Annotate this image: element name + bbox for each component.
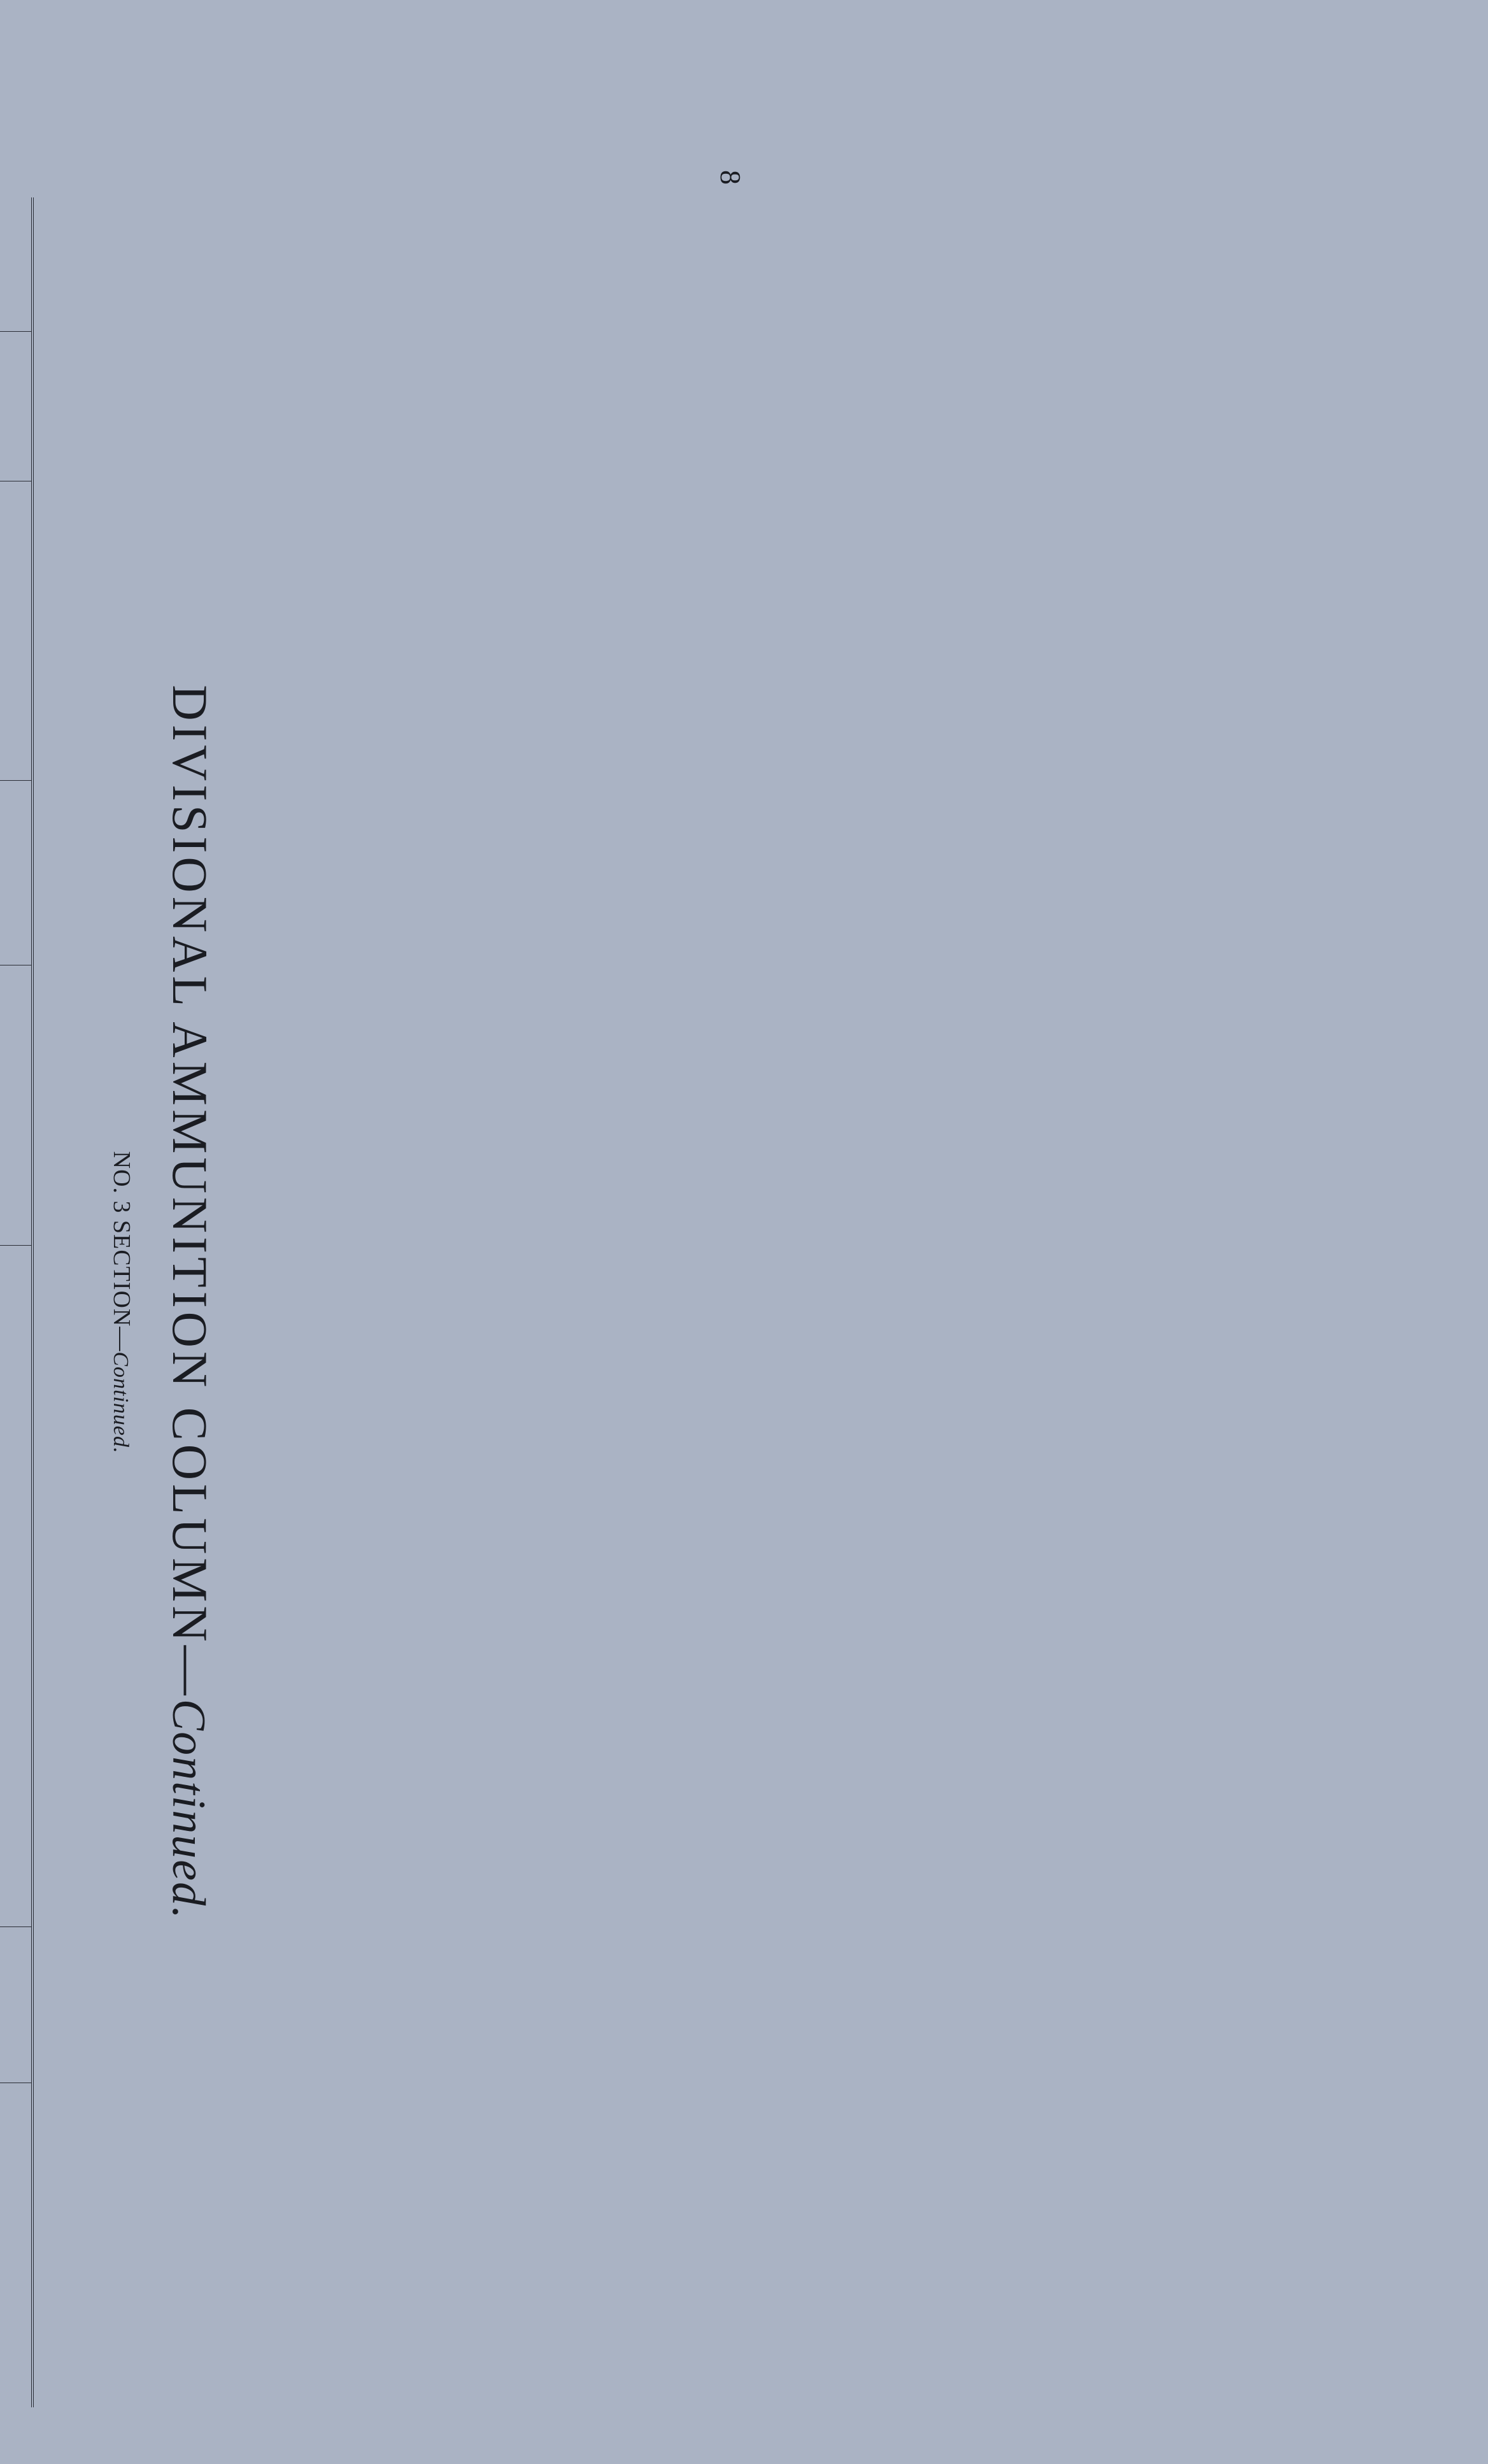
heading-block [78,197,244,2407]
col-header-country [0,1926,32,2083]
table-header [0,197,32,2407]
title-suffix: Continued. [162,1698,215,1920]
col-header-corps [0,780,32,965]
section-subtitle: NO. 3 SECTION—Continued. [108,1151,135,1454]
subtitle-suffix: Continued. [109,1351,132,1454]
col-header-next-of-kin [0,965,32,1245]
col-header-address [0,1245,32,1926]
subtitle-text: NO. 3 SECTION [108,1151,135,1327]
col-header-rank [0,331,32,481]
page-number: 8 [714,170,747,185]
col-header-regt-no [0,197,32,331]
register-sheet [0,197,244,2407]
page-title: DIVISIONAL AMMUNITION COLUMN—Continued. [162,685,218,1920]
col-header-name [0,481,32,780]
nominal-roll-table [0,197,34,2407]
col-header-taken-on-strength [0,2083,32,2407]
title-text: DIVISIONAL AMMUNITION COLUMN [162,685,218,1646]
